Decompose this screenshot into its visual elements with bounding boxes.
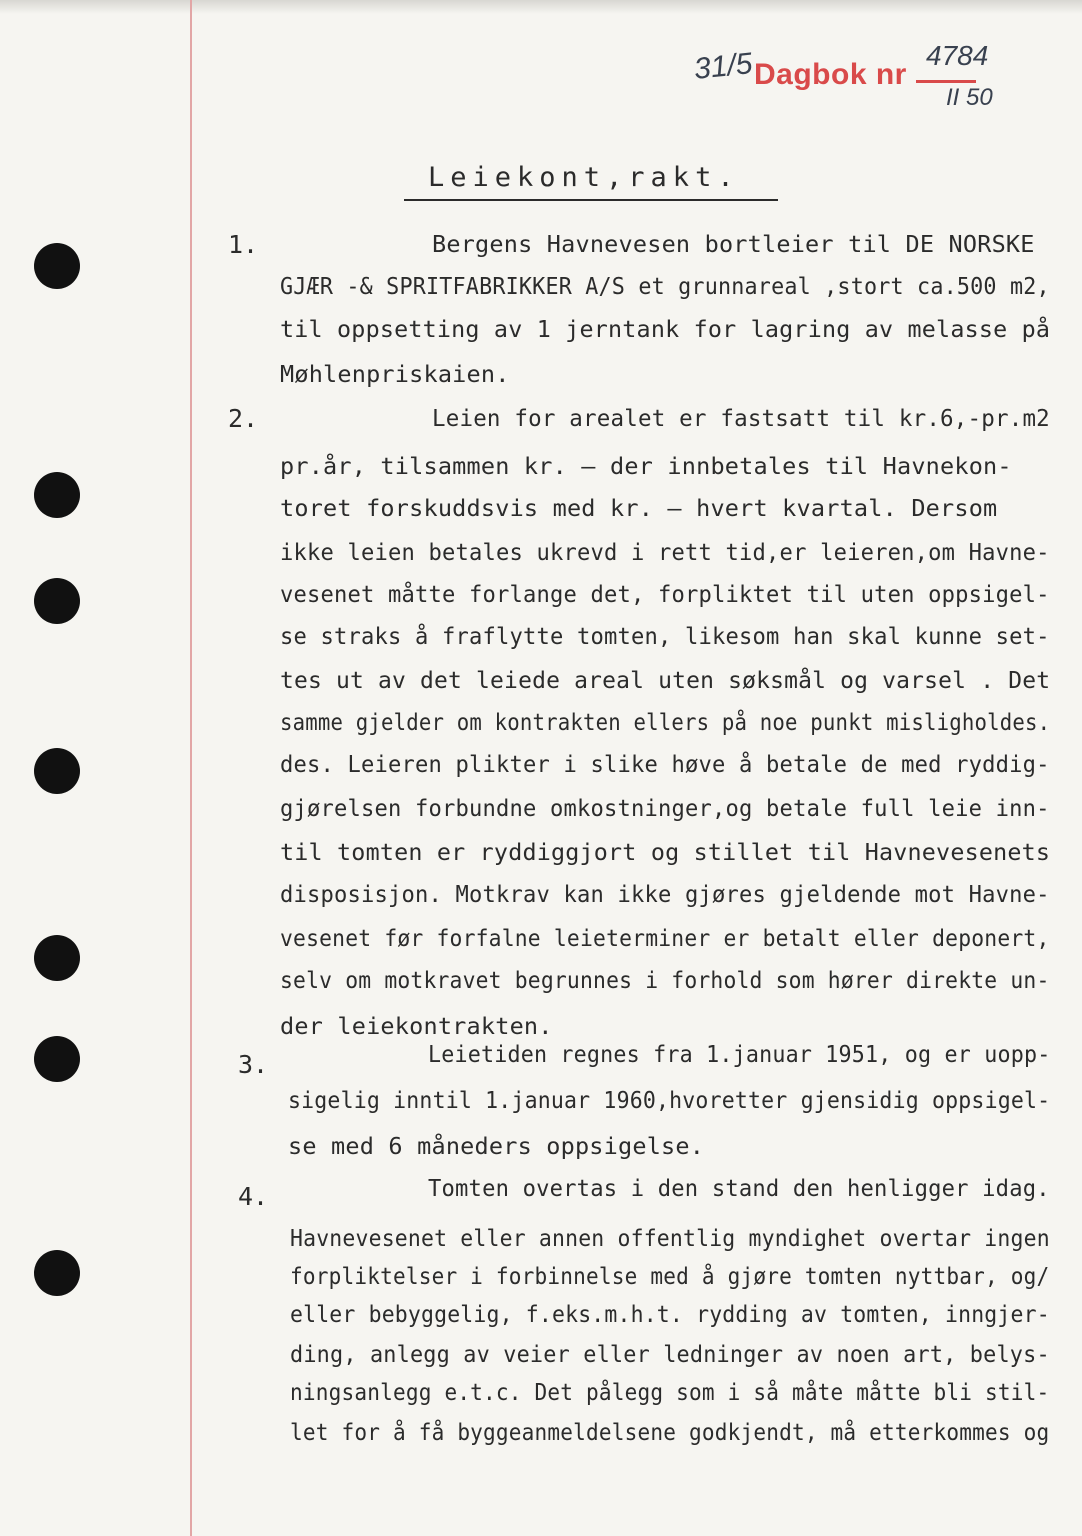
text-line: til tomten er ryddiggjort og stillet til Havnevesenets [280,838,1051,866]
text-line: samme gjelder om kontrakten ellers på noe punkt misligholdes. [280,708,1051,736]
text-line: vesenet før forfalne leieterminer er betalt eller deponert, [280,924,1050,952]
text-line: se straks å fraflytte tomten, likesom han skal kunne set- [280,622,1050,650]
page-edge-shadow [0,0,1082,14]
text-line: toret forskuddsvis med kr. — hvert kvartal. Dersom [280,494,998,522]
text-line: pr.år, tilsammen kr. — der innbetales til Havnekon- [280,452,1012,480]
text-line: des. Leieren plikter i slike høve å betale de med ryddig- [280,750,1050,778]
stamp-number: 4784 [926,40,989,71]
text-line: vesenet måtte forlange det, forpliktet til uten oppsigel- [280,580,1050,608]
text-line: Havnevesenet eller annen offentlig myndighet overtar ingen [290,1224,1050,1252]
document-title: Leiekont,rakt. [428,162,740,193]
punch-hole [34,1250,80,1296]
text-line: Leietiden regnes fra 1.januar 1951, og er uopp- [428,1040,1051,1068]
text-line: Leien for arealet er fastsatt til kr.6,-pr.m2 [432,404,1050,432]
punch-hole [34,935,80,981]
text-line: tes ut av det leiede areal uten søksmål og varsel . Det [280,666,1051,694]
punch-hole [34,243,80,289]
title-underline [404,199,778,201]
text-line: disposisjon. Motkrav kan ikke gjøres gjeldende mot Havne- [280,880,1050,908]
text-line: Tomten overtas i den stand den henligger idag. [428,1174,1050,1202]
margin-rule [190,0,192,1536]
stamp-sub: II 50 [946,84,993,111]
text-line: eller bebyggelig, f.eks.m.h.t. rydding av tomten, inngjer- [290,1300,1050,1328]
text-line: sigelig inntil 1.januar 1960,hvoretter gjensidig oppsigel- [288,1086,1051,1114]
text-line: ningsanlegg e.t.c. Det pålegg som i så måte måtte bli stil- [290,1378,1050,1406]
punch-hole [34,1036,80,1082]
text-line: Bergens Havnevesen bortleier til DE NORSKE [432,230,1035,258]
text-line: til oppsetting av 1 jerntank for lagring av melasse på [280,315,1051,343]
punch-hole [34,748,80,794]
text-line: der leiekontrakten. [280,1012,553,1040]
section-number: 1. [228,230,259,259]
text-line: gjørelsen forbundne omkostninger,og betale full leie inn- [280,794,1050,822]
text-line: Møhlenpriskaien. [280,360,510,388]
text-line: forpliktelser i forbinnelse med å gjøre tomten nyttbar, og/ [290,1262,1050,1290]
section-number: 3. [238,1050,269,1079]
text-line: GJÆR -& SPRITFABRIKKER A/S et grunnareal ,stort ca.500 m2, [280,272,1050,300]
section-number: 4. [238,1182,269,1211]
text-line: ikke leien betales ukrevd i rett tid,er leieren,om Havne- [280,538,1050,566]
section-number: 2. [228,404,259,433]
stamp-line [916,80,976,83]
text-line: selv om motkravet begrunnes i forhold som hører direkte un- [280,966,1050,994]
diary-stamp [694,40,1024,130]
text-line: let for å få byggeanmeldelsene godkjendt, må etterkommes og [290,1418,1050,1446]
text-line: se med 6 måneders oppsigelse. [288,1132,705,1160]
punch-hole [34,472,80,518]
text-line: ding, anlegg av veier eller ledninger av noen art, belys- [290,1340,1050,1368]
stamp-label: Dagbok nr [754,58,907,91]
stamp-date: 31/5 [692,47,754,86]
punch-hole [34,578,80,624]
